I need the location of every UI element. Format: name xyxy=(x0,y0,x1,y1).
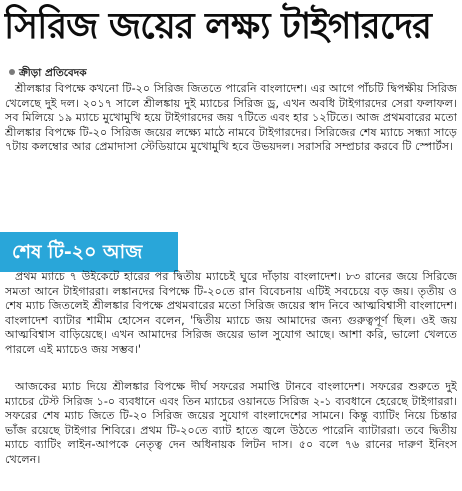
byline-text: ক্রীড়া প্রতিবেদক xyxy=(19,67,87,79)
article-paragraph-3 xyxy=(5,380,457,485)
article-headline: সিরিজ জয়ের লক্ষ্য টাইগারদের xyxy=(4,6,431,47)
article-paragraph-2 xyxy=(5,270,457,378)
paragraph-2-text: প্রথম ম্যাচে ৭ উইকেটে হারের পর দ্বিতীয় ম্যাচেই ঘুরে দাঁড়ায় বাংলাদেশ। ৮৩ রানের জয়ে সিরিজে সমতা আনে টাইগাররা। লঙ্কানদের বিপক্ষে টি-২০তে রান বিবেচনায় এটিই সবচেয়ে বড় জয়। তৃতীয় ও শেষ ম্যাচ জিতলেই শ্রীলঙ্কার বিপক্ষে প্রথমবারের মতো সিরিজ জয়ের স্বাদ নিবে আত্মবিশ্বাসী বাংলাদেশ। বাংলাদেশ ব্যাটার শামীম হোসেন বলেন, 'দ্বিতীয় ম্যাচে জয় আমাদের জন্য গুরুত্বপূর্ণ ছিল। ওই জয় আত্মবিশ্বাস বাড়িয়েছে। এখন আমাদের সিরিজ জয়ের ভাল সুযোগ আছে। আশা করি, ভালো খেলতে পারলে এই ম্যাচেও জয় সম্ভব।' xyxy=(5,270,457,356)
paragraph-1-text: শ্রীলঙ্কার বিপক্ষে কখনো টি-২০ সিরিজ জিততে পারেনি বাংলাদেশ। এর আগে পাঁচটি দ্বিপক্ষীয় সিরিজ খেলেছে দুই দল। ২০১৭ সালে শ্রীলঙ্কায় দুই ম্যাচের সিরিজ ড্র, এখন অবধি টাইগারদের সেরা ফলাফল। সব মিলিয়ে ১৯ ম্যাচে মুখোমুখি হয়ে টাইগারদের জয় ৭টিতে এবং হার ১২টিতে। আজ প্রথমবারের মতো শ্রীলঙ্কার বিপক্ষে টি-২০ সিরিজ জয়ের লক্ষ্যে মাঠে নামবে টাইগারদের। সিরিজের শেষ ম্যাচে সন্ধ্যা সাড়ে ৭টায় কলম্বোর আর প্রেমাদাসা স্টেডিয়ামে মুখোমুখি হবে উভয়দল। সরাসরি সম্প্রচার করবে টি স্পোর্টস। xyxy=(5,82,457,154)
subheading-banner: শেষ টি-২০ আজ xyxy=(0,232,178,272)
byline xyxy=(9,66,87,80)
paragraph-3-text: আজকের ম্যাচ দিয়ে শ্রীলঙ্কার বিপক্ষে দীর্ঘ সফরের সমাপ্তি টানবে বাংলাদেশ। সফরের শুরুতে দুই ম্যাচের টেস্ট সিরিজ ১-০ ব্যবধানে এবং তিন ম্যাচের ওয়ানডে সিরিজ ২-১ ব্যবধানে হেরেছে টাইগাররা। সফরের শেষ ম্যাচ জিতে টি-২০ সিরিজ জয়ের সুযোগ বাংলাদেশের সামনে। কিন্তু ব্যাটিং নিয়ে চিন্তার ভাঁজ রয়েছে টাইগার শিবিরে। প্রথম টি-২০তে ব্যাট হাতে জ্বলে উঠতে পারেনি ব্যাটাররা। তবে দ্বিতীয় ম্যাচে ব্যাটিং লাইন-আপকে নেতৃত্ব দেন অধিনায়ক লিটন দাস। ৫০ বলে ৭৬ রানের দারুণ ইনিংস খেলেন। xyxy=(5,380,457,466)
bullet-dot-icon xyxy=(9,69,15,75)
